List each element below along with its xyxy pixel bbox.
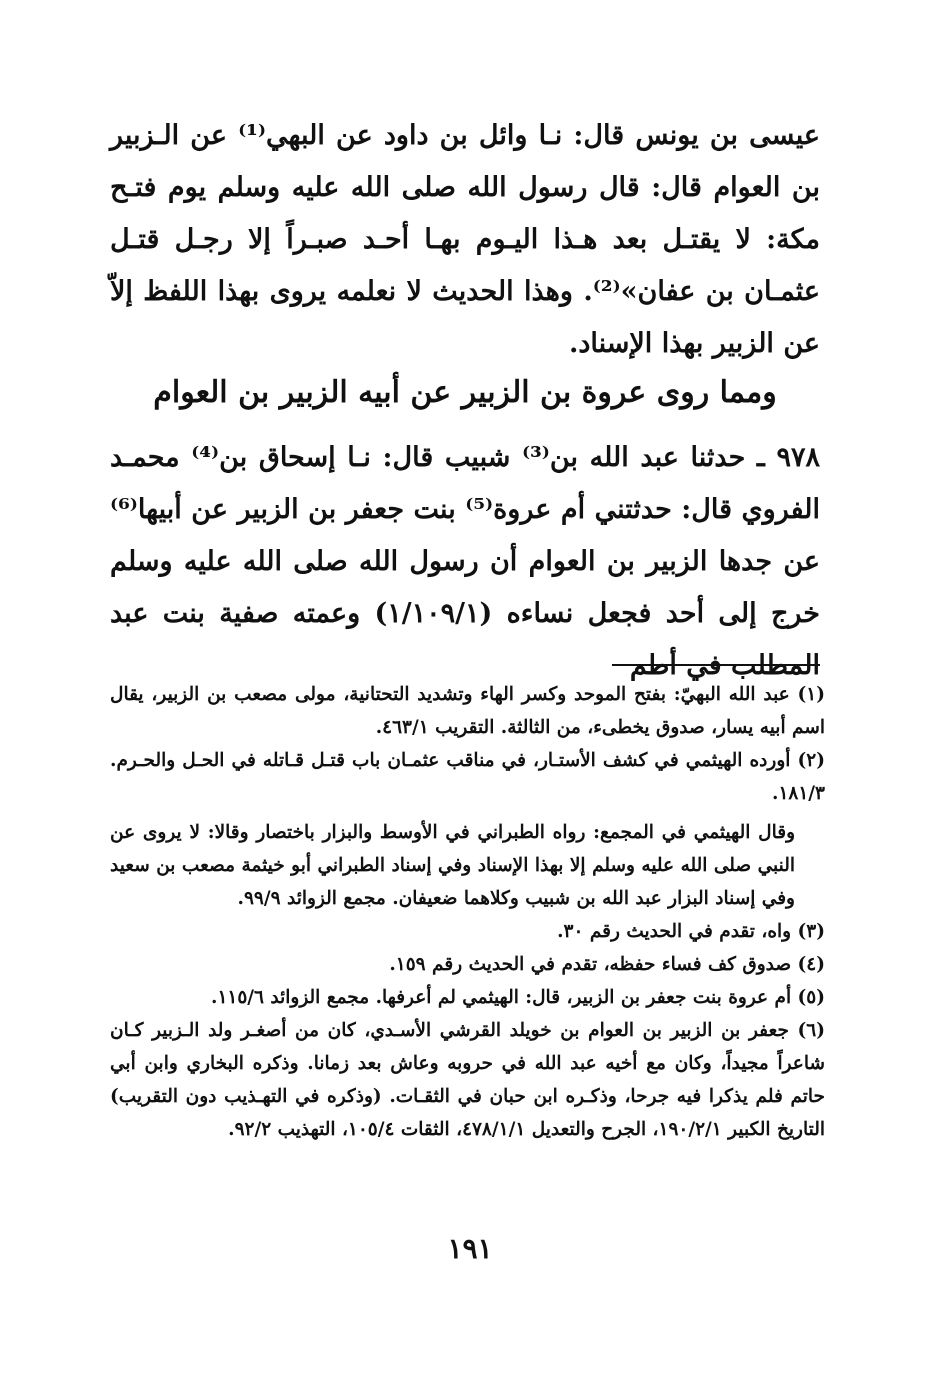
footnote-2: (٢) أورده الهيثمي في كشف الأستـار، في مناقب عثمـان باب قتـل قـاتله في الحـل والحـرم. ١٨١/٣. — [110, 750, 825, 804]
footnote-2-continuation: وقال الهيثمي في المجمع: رواه الطبراني في الأوسط والبزار باختصار وقالا: لا يروى عن النبي صلى الله عليه وسلم إلا بهذا الإسناد وفي إسناد الطبراني أبو خيثمة مصعب بن سعيد وفي إسناد البزار عبد الله بن شبيب وكلاهما ضعيفان. مجمع الزوائد ٩٩/٩. — [110, 822, 795, 909]
hadith-978 — [110, 432, 820, 692]
page-number: ١٩١ — [447, 1232, 493, 1265]
footnotes — [110, 678, 825, 1146]
footnote-1: (١) عبد الله البهيّ: بفتح الموحد وكسر الهاء وتشديد التحتانية، مولى مصعب بن الزبير، يقال اسم أبيه يسار، صدوق يخطىء، من الثالثة. التقريب ٤٦٣/١. — [110, 684, 825, 738]
hadith-text: حدثنا عبد الله بن⁽³⁾ شبيب قال: نـا إسحاق بن⁽⁴⁾ محمـد الفروي قال: حدثتني أم عروة⁽⁵⁾ بنت جعفر بن الزبير عن أبيها⁽⁶⁾ عن جدها الزبير بن العوام أن رسول الله صلى الله عليه وسلم خرج إلى أحد فجعل نساءه (١/١٠٩/١) وعمته صفية بنت عبد المطلب في أطم — [110, 442, 820, 681]
footnote-6: (٦) جعفر بن الزبير بن العوام بن خويلد القرشي الأسـدي، كان من أصغـر ولد الـزبير كـان شاعراً مجيداً، وكان مع أخيه عبد الله في حروبه وعاش بعد زمانا. وذكره البخاري وابن أبي حاتم فلم يذكرا فيه جرحا، وذكـره ابن حبان في الثقـات. (وذكره في التهـذيب دون التقريب) التاريخ الكبير ١٩٠/٢/١، الجرح والتعديل ٤٧٨/١/١، الثقات ١٠٥/٤، التهذيب ٩٢/٢. — [110, 1020, 825, 1140]
footnote-4: (٤) صدوق كف فساء حفظه، تقدم في الحديث رقم ١٥٩. — [389, 954, 825, 975]
footnote-separator — [612, 664, 820, 666]
main-paragraph: عيسى بن يونس قال: نـا وائل بن داود عن البهي⁽¹⁾ عن الـزبير بن العوام قال: قال رسول الله صلى الله عليه وسلم يوم فتـح مكة: لا يقتـل بعد هـذا اليـوم بهـا أحـد صبـراً إلا رجـل قتـل عثمـان بن عفان»⁽²⁾. وهذا الحديث لا نعلمه يروى بهذا اللفظ إلاّ عن الزبير بهذا الإسناد. — [110, 120, 820, 359]
section-heading: ومما روى عروة بن الزبير عن أبيه الزبير بن العوام — [153, 375, 777, 410]
hadith-number: ٩٧٨ ـ — [756, 442, 820, 473]
footnote-3: (٣) واه، تقدم في الحديث رقم ٣٠. — [557, 921, 825, 942]
footnote-5: (٥) أم عروة بنت جعفر بن الزبير، قال: الهيثمي لم أعرفها. مجمع الزوائد ١١٥/٦. — [211, 987, 825, 1008]
